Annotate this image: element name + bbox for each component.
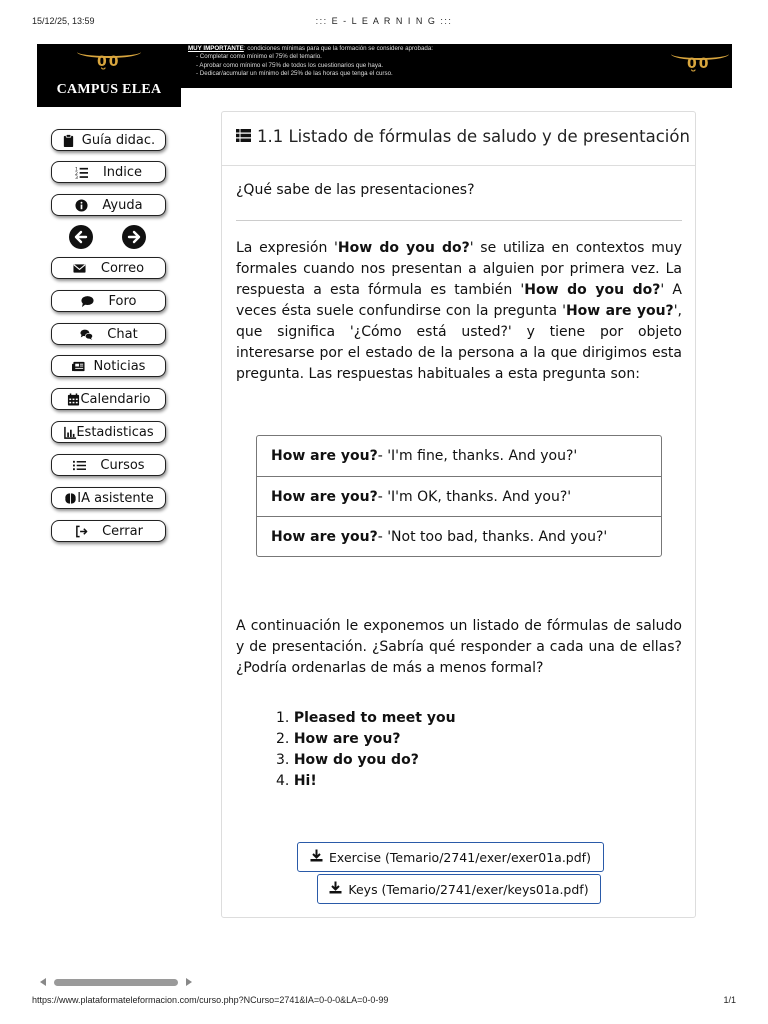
top-banner: 0̮0 <box>37 44 732 88</box>
text-run: ', que significa '¿Cómo está usted?' y tiene por objeto interesarse por el estado de la persona a la que dirigimos esta pregunta. Las respuestas habituales a esta pregunta son: <box>236 303 682 382</box>
list-number: 4. <box>276 773 290 789</box>
sidebar-item-label: Estadisticas <box>76 424 154 440</box>
table-row <box>257 516 661 556</box>
section-question: ¿Qué sabe de las presentaciones? <box>236 182 475 198</box>
list-text: How do you do? <box>293 752 419 768</box>
row-question: How are you? <box>271 448 378 464</box>
arrow-left-circle-icon[interactable] <box>69 225 93 249</box>
calendar-icon <box>66 392 80 406</box>
sidebar-item-noticias[interactable] <box>51 355 166 377</box>
row-answer: - 'I'm fine, thanks. And you?' <box>377 448 578 464</box>
bold-run: How do you do? <box>524 282 661 298</box>
formulas-list <box>276 708 456 792</box>
row-answer: - 'Not too bad, thanks. And you?' <box>377 528 608 545</box>
sidebar-item-cerrar[interactable] <box>51 520 166 542</box>
notice-item: - Dedicar/acumular un mínimo del 25% de las horas que tenga el curso. <box>196 69 393 77</box>
notice-intro: : condiciones mínimas para que la formación se considere aprobada: <box>243 45 433 52</box>
sidebar-item-correo[interactable] <box>51 257 166 279</box>
text-run: ' se utiliza en contextos muy formales cuando nos presentan a alguien por primera vez. La respuesta a esta fórmula es también ' <box>236 240 682 298</box>
sidebar-item-ayuda[interactable] <box>51 194 166 216</box>
chart-icon <box>63 425 77 439</box>
notice-item: - Completar como mínimo el 75% del temario. <box>196 53 322 61</box>
list-item <box>276 750 456 771</box>
sidebar-item-ia-asistente[interactable] <box>51 487 166 509</box>
download-icon <box>310 849 323 865</box>
row-answer: - 'I'm OK, thanks. And you?' <box>377 488 572 505</box>
bold-run: How do you do? <box>337 240 470 256</box>
info-icon <box>74 198 88 212</box>
divider <box>222 165 695 166</box>
brain-icon <box>63 491 77 505</box>
sidebar-item-label: Cerrar <box>102 523 143 539</box>
svg-text:2: 2 <box>75 171 79 177</box>
divider <box>236 220 682 221</box>
print-url: https://www.plataformateleformacion.com/curso.php?NCurso=2741&IA=0-0-0&LA=0-0-99 <box>32 995 389 1005</box>
clipboard-icon <box>62 133 76 147</box>
print-page-title: ::: E - L E A R N I N G ::: <box>315 16 453 26</box>
sidebar-item-label: Correo <box>100 260 145 276</box>
sidebar-item-label: Noticias <box>93 358 146 374</box>
table-row <box>257 476 661 516</box>
print-datetime: 15/12/25, 13:59 <box>32 16 95 26</box>
comments-icon <box>79 327 93 341</box>
keys-link-label: Keys (Temario/2741/exer/keys01a.pdf) <box>348 881 589 897</box>
sidebar-item-label: Indice <box>102 164 143 180</box>
scroll-right-icon[interactable] <box>186 978 192 986</box>
print-page-number: 1/1 <box>723 995 736 1005</box>
sidebar-item-label: Ayuda <box>102 197 143 213</box>
intro-paragraph <box>236 238 682 385</box>
list-icon <box>236 127 251 146</box>
svg-text:1: 1 <box>75 167 79 173</box>
sidebar-item-label: Chat <box>107 326 138 342</box>
campus-logo[interactable]: 0̮0 CAMPUS ELEA <box>37 44 181 107</box>
list-text: How are you? <box>293 731 401 747</box>
keys-download-button[interactable] <box>317 874 601 904</box>
list-number: 1. <box>276 710 290 726</box>
sidebar-item-label: Cursos <box>100 457 145 473</box>
text-run: La expresión ' <box>236 240 338 256</box>
list-number: 3. <box>276 752 290 768</box>
newspaper-icon <box>72 359 86 373</box>
horizontal-scrollbar[interactable] <box>40 977 192 987</box>
list-text: Hi! <box>293 773 317 789</box>
list-ol-icon <box>75 165 89 179</box>
sidebar-item-label: Guía didac. <box>81 132 156 148</box>
page-title-text: 1.1 Listado de fórmulas de saludo y de presentación <box>257 127 690 146</box>
sidebar-item-label: Foro <box>108 293 137 309</box>
scroll-left-icon[interactable] <box>40 978 46 986</box>
sign-out-icon <box>74 524 88 538</box>
exercise-link-label: Exercise (Temario/2741/exer/exer01a.pdf) <box>329 849 591 865</box>
list-icon <box>72 458 86 472</box>
sidebar-item-guia[interactable] <box>51 129 166 151</box>
sidebar-item-calendario[interactable] <box>51 388 166 410</box>
arrow-right-circle-icon[interactable] <box>122 225 146 249</box>
svg-text:3: 3 <box>75 175 79 179</box>
sidebar-item-cursos[interactable] <box>51 454 166 476</box>
row-question: How are you? <box>271 488 378 505</box>
sidebar-item-chat[interactable] <box>51 323 166 345</box>
list-text: Pleased to meet you <box>293 710 456 726</box>
requirements-notice <box>188 45 608 78</box>
list-item <box>276 708 456 729</box>
sidebar-item-indice[interactable] <box>51 161 166 183</box>
list-item <box>276 771 456 792</box>
exercise-download-button[interactable] <box>297 842 604 872</box>
scrollbar-thumb[interactable] <box>54 979 178 986</box>
download-icon <box>329 881 342 897</box>
notice-title: MUY IMPORTANTE <box>188 45 244 52</box>
comment-icon <box>81 294 95 308</box>
page-title <box>236 127 690 146</box>
exercise-paragraph: A continuación le exponemos un listado de fórmulas de saludo y de presentación. ¿Sabría qué responder a cada una de ellas? ¿Podría ordenarlas de más a menos formal? <box>236 618 682 676</box>
sidebar-item-estadisticas[interactable] <box>51 421 166 443</box>
list-item <box>276 729 456 750</box>
sidebar-item-label: IA asistente <box>77 490 154 506</box>
notice-item: - Aprobar como mínimo el 75% de todos los cuestionarios que haya. <box>196 61 384 69</box>
sidebar-item-label: Calendario <box>80 391 151 407</box>
text-run: ' A veces ésta suele confundirse con la pregunta ' <box>236 282 682 319</box>
row-question: How are you? <box>271 528 378 545</box>
responses-table <box>256 435 662 557</box>
bold-run: How are you? <box>565 303 674 319</box>
sidebar-item-foro[interactable] <box>51 290 166 312</box>
table-row <box>257 436 661 476</box>
logo-text: CAMPUS ELEA <box>56 82 162 97</box>
envelope-icon <box>73 261 87 275</box>
list-number: 2. <box>276 731 290 747</box>
